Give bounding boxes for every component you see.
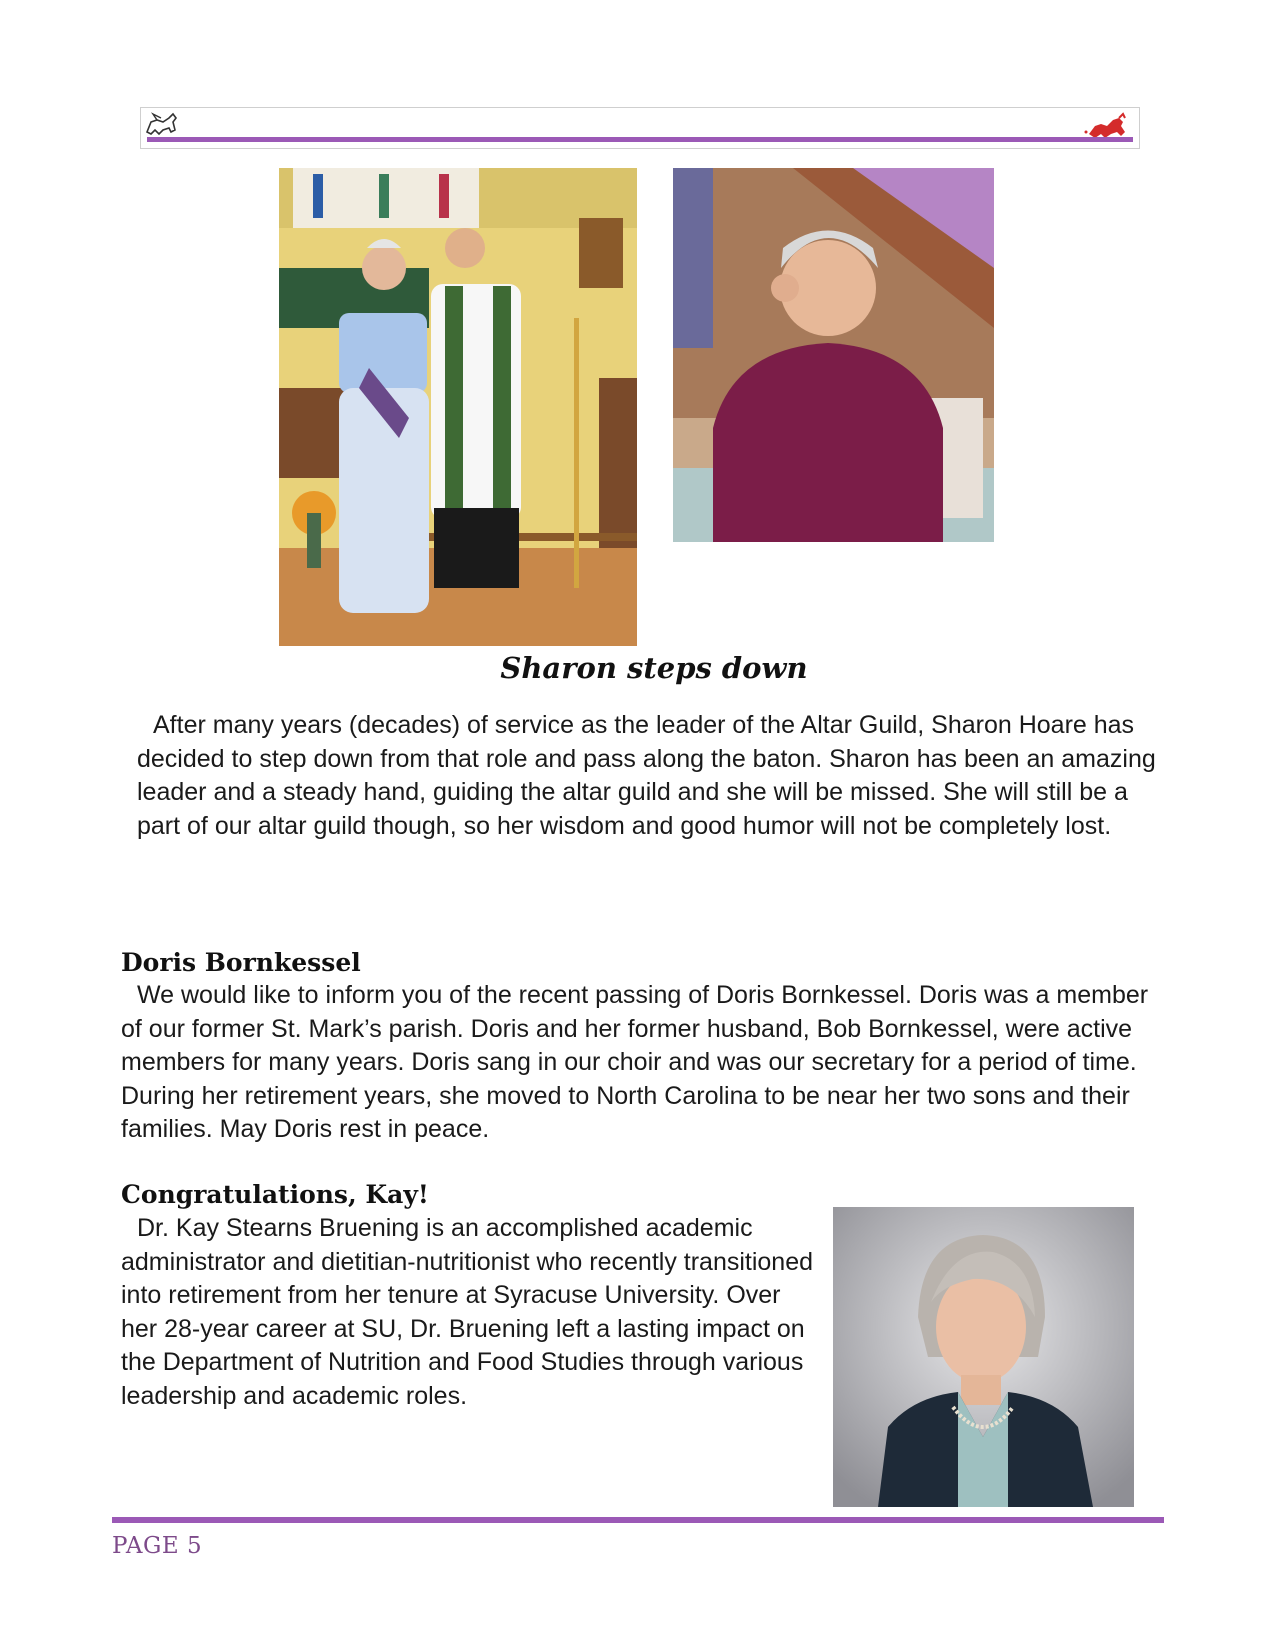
header-rule bbox=[147, 137, 1133, 142]
section-heading-kay: Congratulations, Kay! bbox=[121, 1180, 429, 1209]
article-headline-sharon: Sharon steps down bbox=[500, 651, 808, 685]
page-number: PAGE 5 bbox=[112, 1533, 203, 1559]
article-body-doris: We would like to inform you of the recent passing of Doris Bornkessel. Doris was a member of our former St. Mark’s parish. Doris and her former husband, Bob Bornkessel, were active members for many years. Doris sang in our choir and was our secretary for a period of time. During her retirement years, she moved to North Carolina to be near her two sons and their families. May Doris rest in peace. bbox=[121, 981, 1149, 1144]
article-body-sharon: After many years (decades) of service as the leader of the Altar Guild, Sharon Hoare has decided to step down from that role and pass along the baton. Sharon has been an amazing leader and a steady hand, guiding the altar guild and she will be missed. She will still be a part of our altar guild though, so her wisdom and good humor will not be completely lost. bbox=[137, 711, 1156, 840]
article-body-kay: Dr. Kay Stearns Bruening is an accomplished academic administrator and dietitian-nutritionist who recently transitioned into retirement from her tenure at Syracuse University. Over her 28-year career at SU, Dr. Bruening left a lasting impact on the Department of Nutrition and Food Studies through various leadership and academic roles. bbox=[121, 1214, 814, 1410]
footer-rule bbox=[112, 1517, 1164, 1523]
photo-sharon-and-priest bbox=[279, 168, 637, 646]
red-lion-icon bbox=[1083, 112, 1131, 140]
photo-doris-portrait bbox=[673, 168, 994, 542]
photo-kay-portrait bbox=[833, 1207, 1134, 1507]
section-heading-doris: Doris Bornkessel bbox=[121, 948, 361, 977]
winged-lion-icon bbox=[143, 110, 181, 140]
header-banner bbox=[140, 107, 1140, 149]
